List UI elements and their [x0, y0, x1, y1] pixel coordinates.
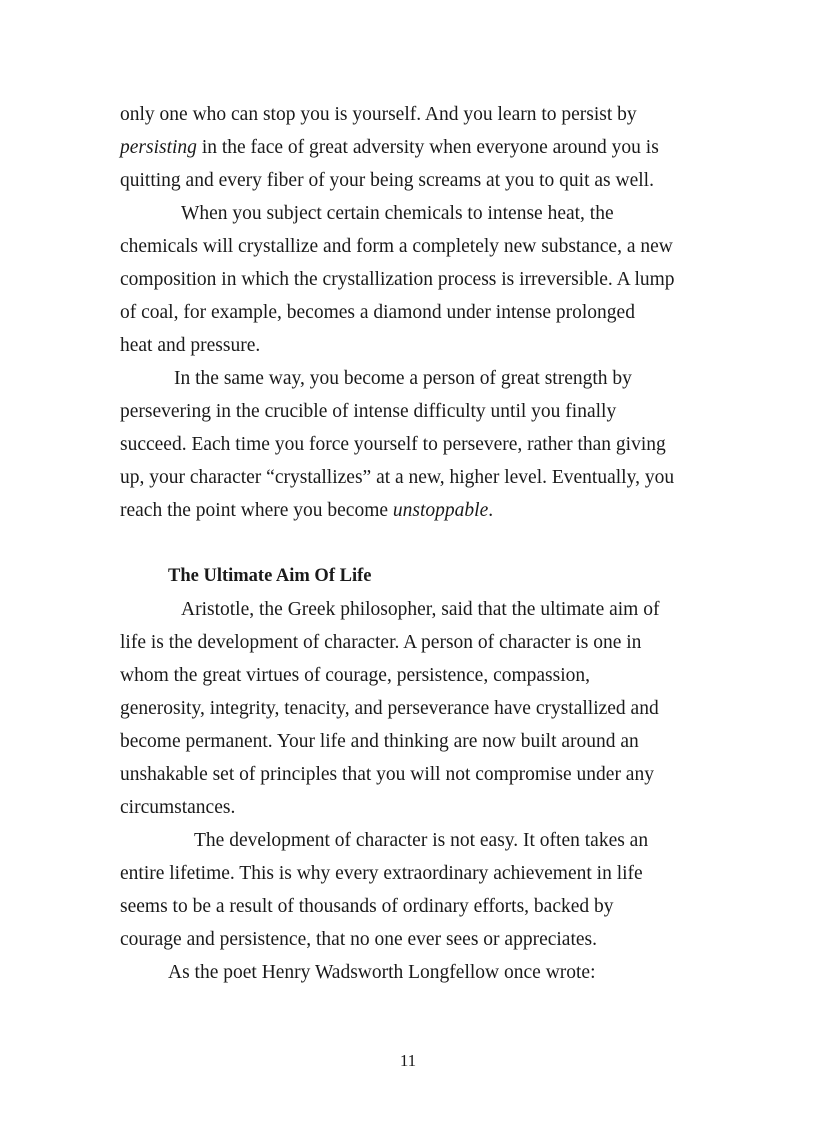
- aristotle-line-6: unshakable set of principles that you will not compromise under any: [120, 764, 654, 785]
- chemicals-line-4: of coal, for example, becomes a diamond under intense prolonged: [120, 302, 635, 323]
- section-spacer: [120, 527, 700, 560]
- aristotle-line-2: life is the development of character. A person of character is one in: [120, 632, 642, 653]
- chemicals-line-1: When you subject certain chemicals to intense heat, the: [181, 203, 614, 224]
- same-way-line-4: up, your character “crystallizes” at a new, higher level. Eventually, you: [120, 467, 675, 488]
- development-line-1: The development of character is not easy. It often takes an: [194, 830, 649, 851]
- development-line-3: seems to be a result of thousands of ordinary efforts, backed by: [120, 896, 614, 917]
- section-heading: The Ultimate Aim Of Life: [168, 566, 372, 586]
- page-number: 11: [399, 1051, 417, 1070]
- body-text: [120, 98, 700, 989]
- same-way-line-5-end: .: [488, 500, 494, 521]
- aristotle-line-5: become permanent. Your life and thinking are now built around an: [120, 731, 639, 752]
- chemicals-line-5: heat and pressure.: [120, 335, 261, 356]
- aristotle-line-7: circumstances.: [120, 797, 236, 818]
- chemicals-line-3: composition in which the crystallization process is irreversible. A lump: [120, 269, 675, 290]
- intro-line-2: [120, 131, 700, 164]
- chemicals-line-2: chemicals will crystallize and form a completely new substance, a new: [120, 236, 673, 257]
- same-way-line-1: In the same way, you become a person of great strength by: [174, 368, 632, 389]
- development-line-2: entire lifetime. This is why every extraordinary achievement in life: [120, 863, 643, 884]
- poet-line-1: As the poet Henry Wadsworth Longfellow once wrote:: [168, 962, 596, 983]
- intro-line-1: only one who can stop you is yourself. And you learn to persist by: [120, 104, 637, 125]
- aristotle-line-4: generosity, integrity, tenacity, and perseverance have crystallized and: [120, 698, 659, 719]
- same-way-line-3: succeed. Each time you force yourself to persevere, rather than giving: [120, 434, 666, 455]
- same-way-line-2: persevering in the crucible of intense difficulty until you finally: [120, 401, 617, 422]
- intro-line-3: quitting and every fiber of your being screams at you to quit as well.: [120, 170, 654, 191]
- development-line-4: courage and persistence, that no one ever sees or appreciates.: [120, 929, 597, 950]
- aristotle-line-1: Aristotle, the Greek philosopher, said that the ultimate aim of: [181, 599, 660, 620]
- aristotle-line-3: whom the great virtues of courage, persistence, compassion,: [120, 665, 591, 686]
- emphasis-persisting: persisting: [120, 137, 197, 158]
- same-way-line-5-start: reach the point where you become: [120, 500, 393, 521]
- emphasis-unstoppable: unstoppable: [392, 500, 489, 521]
- same-way-line-5: [120, 494, 700, 527]
- intro-line-2-rest: in the face of great adversity when everyone around you is: [196, 137, 659, 158]
